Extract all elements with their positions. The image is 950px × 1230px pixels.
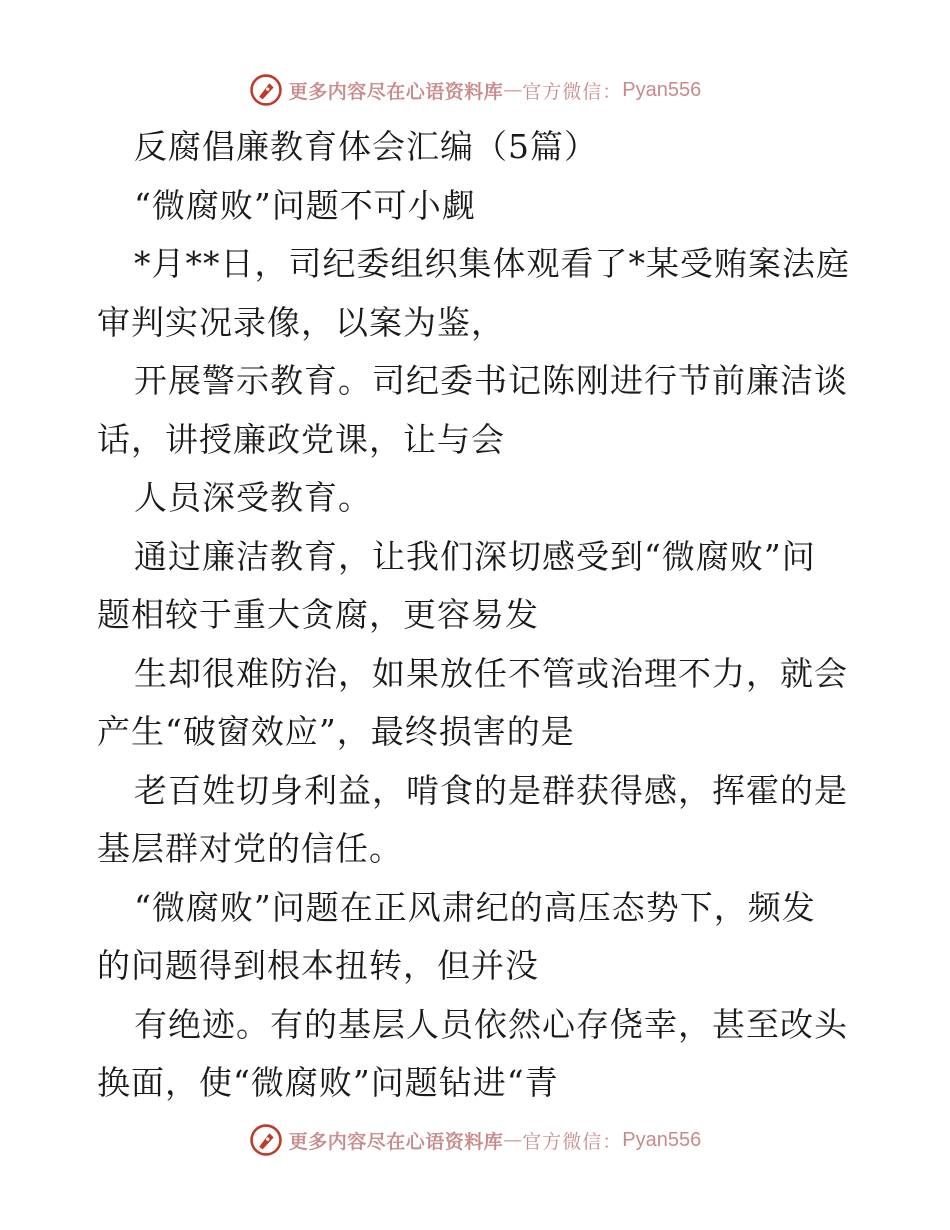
paragraph-line: 话，讲授廉政党课，让与会 [97,419,505,459]
banner-wechat-id: Pyan556 [622,1128,702,1151]
banner-wechat-id: Pyan556 [622,78,702,101]
paragraph-line: 换面，使“微腐败”问题钻进“青 [97,1063,559,1102]
paragraph-line: 通过廉洁教育，让我们深切感受到“微腐败”问 [134,536,816,576]
banner-wechat-label: 官方微信： [522,80,623,103]
paragraph-line: 生却很难防治，如果放任不管或治理不力，就会 [134,653,848,693]
banner-site-text: 更多内容尽在心语资料库 [288,80,504,103]
paragraph-line: 题相较于重大贪腐，更容易发 [97,595,539,634]
banner-wechat-label: 官方微信： [522,1130,623,1153]
banner-site-text: 更多内容尽在心语资料库 [288,1130,504,1153]
section-heading: “微腐败”问题不可小觑 [134,185,476,225]
footer-watermark-banner [0,1120,950,1160]
paragraph-line: 老百姓切身利益，啃食的是群获得感，挥霍的是 [134,770,848,810]
paragraph-line: *月**日，司纪委组织集体观看了*某受贿案法庭 [134,244,850,283]
paragraph-line: 审判实况录像，以案为鉴， [97,302,505,342]
paragraph-line: 人员深受教育。 [134,478,372,517]
document-body [97,118,857,1113]
document-title: 反腐倡廉教育体会汇编（5篇） [134,127,598,166]
pen-nib-logo-icon [249,73,283,107]
header-watermark-banner [0,70,950,110]
pen-nib-logo-icon [249,1123,283,1157]
paragraph-line: 开展警示教育。司纪委书记陈刚进行节前廉洁谈 [134,361,848,400]
paragraph-line: 基层群对党的信任。 [97,829,403,868]
paragraph-line: 有绝迹。有的基层人员依然心存侥幸，甚至改头 [134,1004,848,1044]
paragraph-line: 产生“破窗效应”，最终损害的是 [97,712,575,751]
banner-separator: — [503,79,523,101]
banner-separator: — [503,1129,523,1151]
paragraph-line: “微腐败”问题在正风肃纪的高压态势下，频发 [134,887,816,927]
paragraph-line: 的问题得到根本扭转，但并没 [97,946,539,985]
